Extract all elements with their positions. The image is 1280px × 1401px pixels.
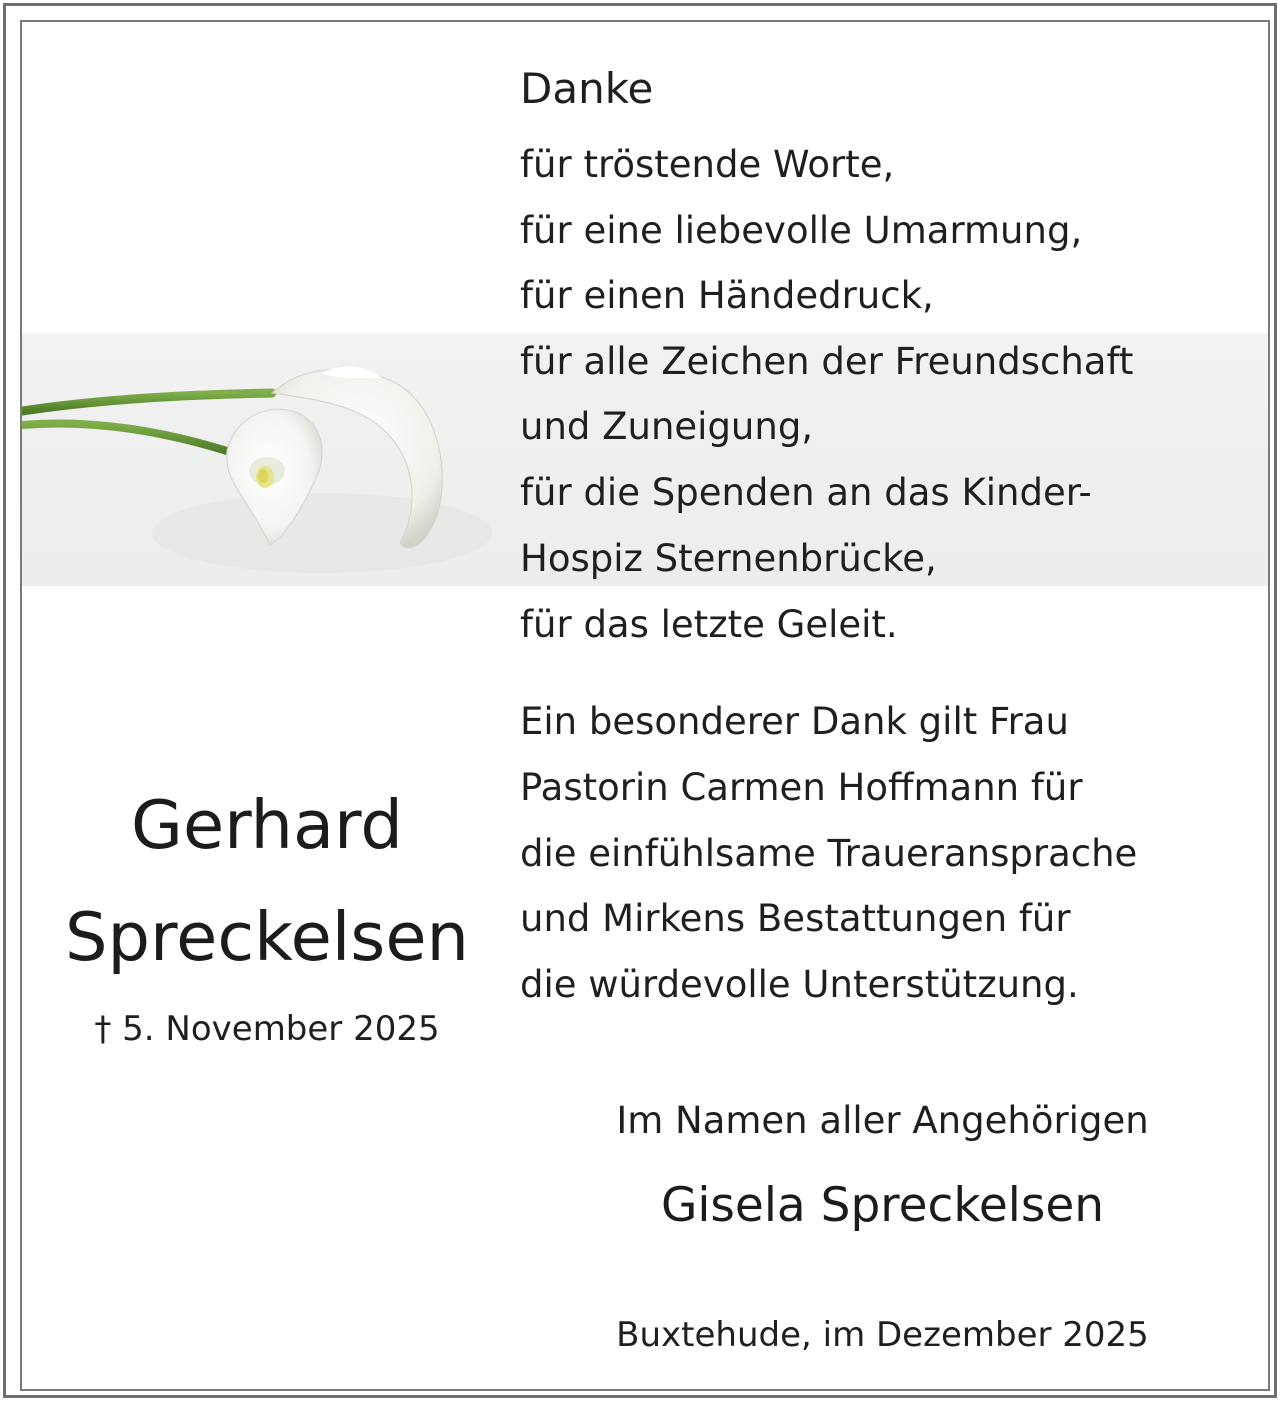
acknowledgement-line: Pastorin Carmen Hoffmann für (520, 766, 1083, 809)
death-date: † 5. November 2025 (94, 1009, 440, 1049)
poem-heading: Danke (520, 64, 654, 113)
poem-line: für alle Zeichen der Freundschaft (520, 340, 1134, 383)
acknowledgement-line: und Mirkens Bestattungen für (520, 897, 1071, 940)
poem-line: Hospiz Sternenbrücke, (520, 537, 937, 580)
acknowledgement-line: die würdevolle Unterstützung. (520, 963, 1079, 1006)
outer-frame (3, 3, 1277, 1398)
poem-line: für eine liebevolle Umarmung, (520, 209, 1083, 252)
place-date: Buxtehude, im Dezember 2025 (616, 1315, 1149, 1355)
acknowledgement-line: die einfühlsame Traueransprache (520, 832, 1138, 875)
poem-line: und Zuneigung, (520, 405, 814, 448)
acknowledgement-line: Ein besonderer Dank gilt Frau (520, 700, 1069, 743)
poem-line: für das letzte Geleit. (520, 603, 898, 646)
notice-card (20, 20, 1270, 1391)
deceased-first-name: Gerhard (131, 786, 403, 864)
signature-name: Gisela Spreckelsen (660, 1178, 1105, 1233)
poem-line: für die Spenden an das Kinder- (520, 471, 1092, 514)
poem-line: für tröstende Worte, (520, 143, 895, 186)
deceased-last-name: Spreckelsen (64, 898, 470, 976)
poem-line: für einen Händedruck, (520, 274, 934, 317)
signature-intro: Im Namen aller Angehörigen (616, 1099, 1149, 1142)
calla-lily-icon (22, 333, 492, 586)
